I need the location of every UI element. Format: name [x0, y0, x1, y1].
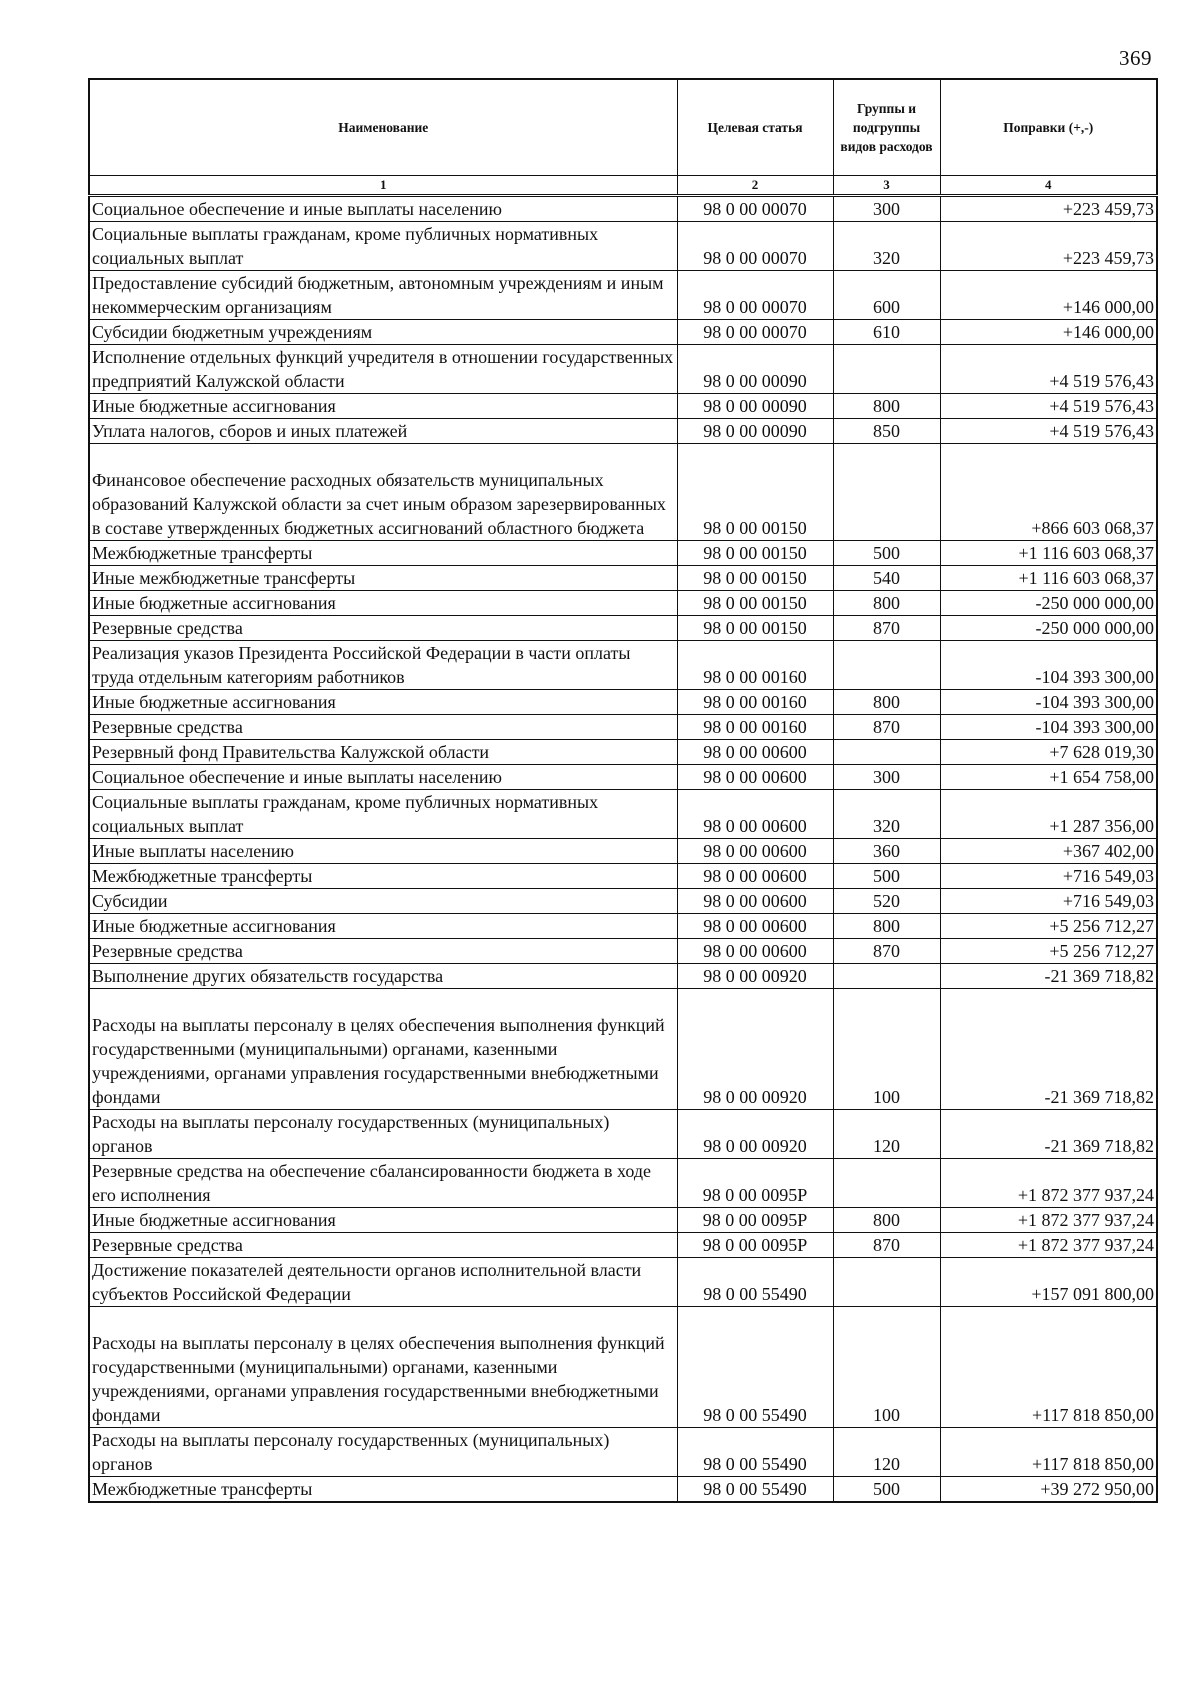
table-row — [89, 839, 1157, 864]
row-name: Иные бюджетные ассигнования — [89, 1208, 677, 1233]
row-amendment: +1 287 356,00 — [940, 790, 1157, 839]
table-row — [89, 989, 1157, 1110]
row-target-article: 98 0 00 00600 — [677, 790, 833, 839]
row-target-article: 98 0 00 00160 — [677, 641, 833, 690]
table-row — [89, 444, 1157, 541]
row-name: Социальные выплаты гражданам, кроме публичных нормативных социальных выплат — [89, 790, 677, 839]
row-expense-group: 870 — [833, 939, 940, 964]
row-expense-group: 500 — [833, 864, 940, 889]
row-amendment: -21 369 718,82 — [940, 989, 1157, 1110]
row-expense-group: 540 — [833, 566, 940, 591]
row-target-article: 98 0 00 00070 — [677, 320, 833, 345]
row-expense-group: 870 — [833, 1233, 940, 1258]
row-target-article: 98 0 00 55490 — [677, 1477, 833, 1503]
row-amendment: +716 549,03 — [940, 889, 1157, 914]
row-name: Субсидии бюджетным учреждениям — [89, 320, 677, 345]
row-target-article: 98 0 00 00600 — [677, 740, 833, 765]
row-name: Иные бюджетные ассигнования — [89, 394, 677, 419]
row-expense-group — [833, 740, 940, 765]
row-target-article: 98 0 00 00600 — [677, 765, 833, 790]
table-row — [89, 1110, 1157, 1159]
row-target-article: 98 0 00 00920 — [677, 989, 833, 1110]
row-amendment: +1 116 603 068,37 — [940, 541, 1157, 566]
row-target-article: 98 0 00 00090 — [677, 345, 833, 394]
row-target-article: 98 0 00 00070 — [677, 196, 833, 222]
table-row — [89, 914, 1157, 939]
row-target-article: 98 0 00 00150 — [677, 541, 833, 566]
row-expense-group: 520 — [833, 889, 940, 914]
table-row — [89, 566, 1157, 591]
table-row — [89, 1428, 1157, 1477]
row-amendment: +1 872 377 937,24 — [940, 1208, 1157, 1233]
row-expense-group: 800 — [833, 690, 940, 715]
row-target-article: 98 0 00 00600 — [677, 914, 833, 939]
row-amendment: +1 872 377 937,24 — [940, 1233, 1157, 1258]
row-name: Финансовое обеспечение расходных обязательств муниципальных образований Калужской области за счет иным образом зарезервированных в составе утвержденных бюджетных ассигнований областного бюджета — [89, 444, 677, 541]
row-expense-group: 300 — [833, 196, 940, 222]
row-name: Расходы на выплаты персоналу государственных (муниципальных) органов — [89, 1110, 677, 1159]
table-row — [89, 1233, 1157, 1258]
table-row — [89, 320, 1157, 345]
table-row — [89, 419, 1157, 444]
table-row — [89, 271, 1157, 320]
row-target-article: 98 0 00 00920 — [677, 1110, 833, 1159]
row-expense-group: 610 — [833, 320, 940, 345]
row-expense-group: 500 — [833, 541, 940, 566]
row-name: Социальное обеспечение и иные выплаты населению — [89, 196, 677, 222]
row-name: Расходы на выплаты персоналу в целях обеспечения выполнения функций государственными (муниципальными) органами, казенными учреждениями, органами управления государственными внебюджетными фондами — [89, 989, 677, 1110]
row-expense-group: 870 — [833, 616, 940, 641]
row-expense-group: 600 — [833, 271, 940, 320]
row-expense-group: 800 — [833, 591, 940, 616]
row-amendment: +4 519 576,43 — [940, 419, 1157, 444]
table-row — [89, 740, 1157, 765]
table-header — [89, 79, 1157, 196]
row-expense-group — [833, 1258, 940, 1307]
table-row — [89, 1307, 1157, 1428]
table-body — [89, 196, 1157, 1503]
row-name: Социальное обеспечение и иные выплаты населению — [89, 765, 677, 790]
budget-amendments-table — [88, 78, 1158, 1503]
row-name: Иные бюджетные ассигнования — [89, 914, 677, 939]
row-target-article: 98 0 00 55490 — [677, 1428, 833, 1477]
row-amendment: +146 000,00 — [940, 320, 1157, 345]
row-amendment: +1 116 603 068,37 — [940, 566, 1157, 591]
row-target-article: 98 0 00 00160 — [677, 715, 833, 740]
row-expense-group: 850 — [833, 419, 940, 444]
row-name: Исполнение отдельных функций учредителя в отношении государственных предприятий Калужской области — [89, 345, 677, 394]
row-name: Субсидии — [89, 889, 677, 914]
row-name: Социальные выплаты гражданам, кроме публичных нормативных социальных выплат — [89, 222, 677, 271]
row-target-article: 98 0 00 0095Р — [677, 1159, 833, 1208]
row-name: Иные бюджетные ассигнования — [89, 591, 677, 616]
row-target-article: 98 0 00 55490 — [677, 1307, 833, 1428]
row-amendment: +223 459,73 — [940, 222, 1157, 271]
row-name: Резервные средства — [89, 715, 677, 740]
row-target-article: 98 0 00 00150 — [677, 444, 833, 541]
row-target-article: 98 0 00 00150 — [677, 591, 833, 616]
row-expense-group — [833, 964, 940, 989]
row-amendment: +146 000,00 — [940, 271, 1157, 320]
row-name: Межбюджетные трансферты — [89, 541, 677, 566]
header-amendments: Поправки (+,-) — [940, 79, 1157, 176]
row-name: Иные выплаты населению — [89, 839, 677, 864]
header-target-article: Целевая статья — [677, 79, 833, 176]
column-number: 4 — [940, 176, 1157, 196]
row-name: Уплата налогов, сборов и иных платежей — [89, 419, 677, 444]
row-target-article: 98 0 00 00600 — [677, 864, 833, 889]
row-name: Резервные средства — [89, 616, 677, 641]
row-name: Резервные средства — [89, 939, 677, 964]
table-row — [89, 591, 1157, 616]
row-amendment: -21 369 718,82 — [940, 1110, 1157, 1159]
row-expense-group — [833, 444, 940, 541]
row-expense-group: 800 — [833, 914, 940, 939]
row-amendment: +1 872 377 937,24 — [940, 1159, 1157, 1208]
row-target-article: 98 0 00 00600 — [677, 839, 833, 864]
table-row — [89, 616, 1157, 641]
row-name: Расходы на выплаты персоналу в целях обеспечения выполнения функций государственными (муниципальными) органами, казенными учреждениями, органами управления государственными внебюджетными фондами — [89, 1307, 677, 1428]
row-expense-group: 800 — [833, 1208, 940, 1233]
row-expense-group: 800 — [833, 394, 940, 419]
row-amendment: +367 402,00 — [940, 839, 1157, 864]
table-row — [89, 889, 1157, 914]
column-number: 1 — [89, 176, 677, 196]
table-row — [89, 939, 1157, 964]
row-expense-group — [833, 641, 940, 690]
row-expense-group: 100 — [833, 1307, 940, 1428]
table-row — [89, 864, 1157, 889]
row-amendment: -250 000 000,00 — [940, 616, 1157, 641]
row-target-article: 98 0 00 0095Р — [677, 1208, 833, 1233]
row-expense-group — [833, 1159, 940, 1208]
row-target-article: 98 0 00 00090 — [677, 419, 833, 444]
table-row — [89, 1477, 1157, 1503]
row-expense-group: 870 — [833, 715, 940, 740]
table-row — [89, 765, 1157, 790]
row-expense-group: 100 — [833, 989, 940, 1110]
row-target-article: 98 0 00 55490 — [677, 1258, 833, 1307]
row-name: Иные бюджетные ассигнования — [89, 690, 677, 715]
row-amendment: +117 818 850,00 — [940, 1428, 1157, 1477]
row-amendment: +157 091 800,00 — [940, 1258, 1157, 1307]
header-name: Наименование — [89, 79, 677, 176]
row-amendment: +223 459,73 — [940, 196, 1157, 222]
row-target-article: 98 0 00 0095Р — [677, 1233, 833, 1258]
row-amendment: -21 369 718,82 — [940, 964, 1157, 989]
row-target-article: 98 0 00 00160 — [677, 690, 833, 715]
row-name: Межбюджетные трансферты — [89, 864, 677, 889]
row-amendment: -250 000 000,00 — [940, 591, 1157, 616]
row-name: Расходы на выплаты персоналу государственных (муниципальных) органов — [89, 1428, 677, 1477]
row-target-article: 98 0 00 00150 — [677, 566, 833, 591]
row-amendment: +117 818 850,00 — [940, 1307, 1157, 1428]
row-name: Выполнение других обязательств государства — [89, 964, 677, 989]
table-row — [89, 1159, 1157, 1208]
row-target-article: 98 0 00 00600 — [677, 889, 833, 914]
column-number: 3 — [833, 176, 940, 196]
table-row — [89, 790, 1157, 839]
row-amendment: +1 654 758,00 — [940, 765, 1157, 790]
row-expense-group: 320 — [833, 222, 940, 271]
row-expense-group: 120 — [833, 1428, 940, 1477]
row-amendment: -104 393 300,00 — [940, 641, 1157, 690]
row-name: Резервные средства — [89, 1233, 677, 1258]
table-row — [89, 345, 1157, 394]
row-target-article: 98 0 00 00090 — [677, 394, 833, 419]
row-name: Иные межбюджетные трансферты — [89, 566, 677, 591]
page-number: 369 — [1119, 46, 1152, 70]
row-expense-group: 120 — [833, 1110, 940, 1159]
row-target-article: 98 0 00 00070 — [677, 222, 833, 271]
row-amendment: -104 393 300,00 — [940, 690, 1157, 715]
row-amendment: +5 256 712,27 — [940, 939, 1157, 964]
row-target-article: 98 0 00 00920 — [677, 964, 833, 989]
row-amendment: +4 519 576,43 — [940, 345, 1157, 394]
row-name: Резервные средства на обеспечение сбалансированности бюджета в ходе его исполнения — [89, 1159, 677, 1208]
row-amendment: +7 628 019,30 — [940, 740, 1157, 765]
row-amendment: +866 603 068,37 — [940, 444, 1157, 541]
row-amendment: +716 549,03 — [940, 864, 1157, 889]
row-expense-group: 320 — [833, 790, 940, 839]
table-row — [89, 715, 1157, 740]
table-row — [89, 196, 1157, 222]
table-row — [89, 1258, 1157, 1307]
column-number: 2 — [677, 176, 833, 196]
header-expense-groups: Группы и подгруппы видов расходов — [833, 79, 940, 176]
row-expense-group: 360 — [833, 839, 940, 864]
row-target-article: 98 0 00 00150 — [677, 616, 833, 641]
row-expense-group — [833, 345, 940, 394]
row-target-article: 98 0 00 00600 — [677, 939, 833, 964]
row-name: Предоставление субсидий бюджетным, автономным учреждениям и иным некоммерческим организациям — [89, 271, 677, 320]
table-row — [89, 222, 1157, 271]
row-name: Реализация указов Президента Российской Федерации в части оплаты труда отдельным категориям работников — [89, 641, 677, 690]
row-amendment: +39 272 950,00 — [940, 1477, 1157, 1503]
table-row — [89, 394, 1157, 419]
table-row — [89, 1208, 1157, 1233]
row-amendment: +4 519 576,43 — [940, 394, 1157, 419]
table-row — [89, 541, 1157, 566]
row-expense-group: 300 — [833, 765, 940, 790]
table-row — [89, 641, 1157, 690]
row-name: Резервный фонд Правительства Калужской области — [89, 740, 677, 765]
row-name: Достижение показателей деятельности органов исполнительной власти субъектов Российской Федерации — [89, 1258, 677, 1307]
row-amendment: +5 256 712,27 — [940, 914, 1157, 939]
row-expense-group: 500 — [833, 1477, 940, 1503]
row-target-article: 98 0 00 00070 — [677, 271, 833, 320]
row-name: Межбюджетные трансферты — [89, 1477, 677, 1503]
row-amendment: -104 393 300,00 — [940, 715, 1157, 740]
table-row — [89, 690, 1157, 715]
table-row — [89, 964, 1157, 989]
